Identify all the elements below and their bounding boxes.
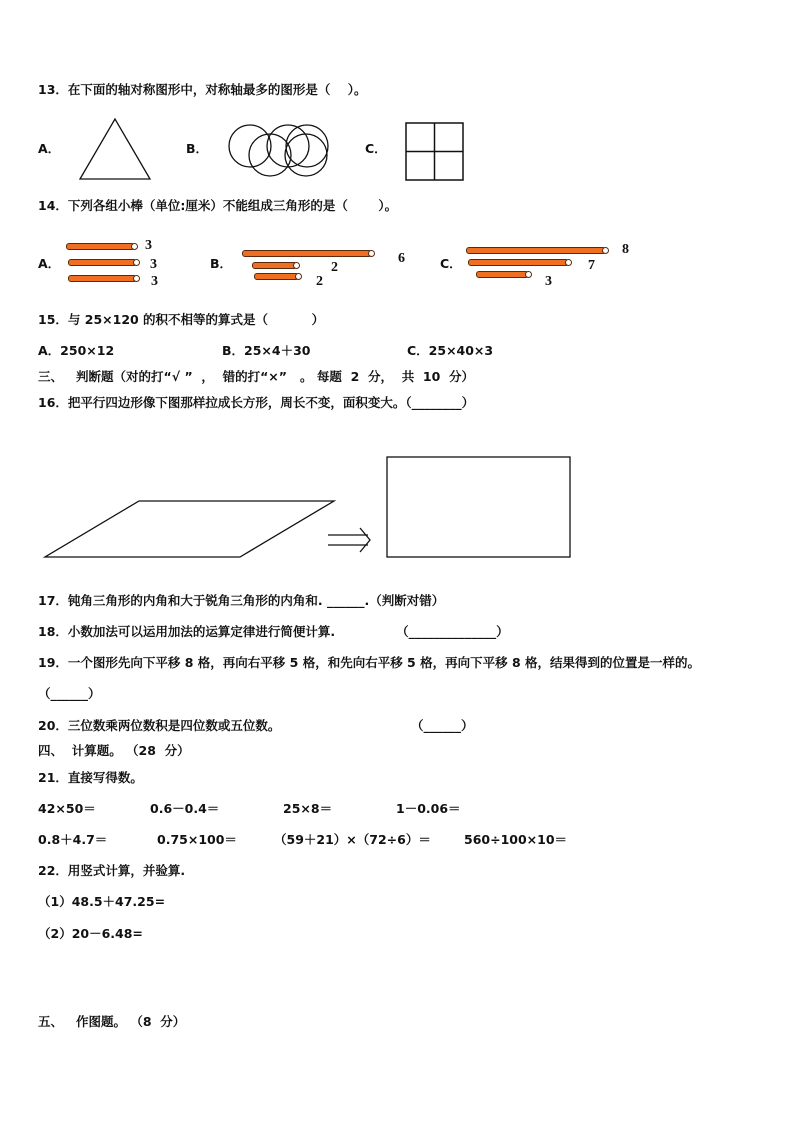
q22-item-2: （2）20－6.48= — [38, 926, 143, 941]
q22-item-1: （1）48.5＋47.25= — [38, 894, 166, 909]
stick-c2 — [468, 259, 569, 266]
stick-c1 — [466, 247, 606, 254]
q14-question: 14．下列各组小棒（单位:厘米）不能组成三角形的是（ ）。 — [38, 198, 398, 213]
q19-question: 19．一个图形先向下平移 8 格，再向右平移 5 格，和先向右平移 5 格，再向下平移 8 格，结果得到的位置是一样的。 — [38, 655, 701, 670]
q14-option-b: B． — [210, 256, 233, 271]
q13-option-b: B． — [186, 141, 209, 156]
stick-c2-length: 7 — [588, 258, 595, 273]
stick-a2-length: 3 — [150, 257, 157, 272]
q15-question: 15．与 25×120 的积不相等的算式是（ ） — [38, 312, 325, 327]
q17-question: 17．钝角三角形的内角和大于锐角三角形的内角和. ______.（判断对错） — [38, 593, 445, 608]
calc-item: 0.75×100＝ — [157, 832, 237, 847]
q13-option-a: A． — [38, 141, 61, 156]
stick-a3 — [68, 275, 137, 282]
stick-b1-length: 6 — [398, 251, 405, 266]
stick-b3 — [254, 273, 299, 280]
q15-option-b: B．25×4＋30 — [222, 343, 311, 358]
parallelogram-figure — [45, 501, 334, 557]
q21-question: 21．直接写得数。 — [38, 770, 143, 785]
square-grid-figure — [406, 123, 463, 180]
stick-b1 — [242, 250, 372, 257]
stick-b2-length: 2 — [331, 260, 338, 275]
stick-a1-length: 3 — [145, 238, 152, 253]
stick-b2 — [252, 262, 297, 269]
calc-item: 1－0.06＝ — [396, 801, 461, 816]
q20-question: 20．三位数乘两位数积是四位数或五位数。 （______） — [38, 718, 474, 733]
q15-option-c: C．25×40×3 — [407, 343, 494, 358]
q14-option-c: C． — [440, 256, 462, 271]
q13-option-c: C． — [365, 141, 387, 156]
stick-c1-length: 8 — [622, 242, 629, 257]
five-rings-figure — [229, 125, 328, 176]
calc-item: 560÷100×10＝ — [464, 832, 568, 847]
stick-a2 — [68, 259, 137, 266]
section-5-heading: 五、 作图题。 （8 分） — [38, 1014, 186, 1029]
rectangle-figure — [387, 457, 570, 557]
stick-c3-length: 3 — [545, 274, 552, 289]
stick-c3 — [476, 271, 529, 278]
q16-question: 16．把平行四边形像下图那样拉成长方形，周长不变，面积变大。（________） — [38, 395, 475, 410]
q22-question: 22．用竖式计算，并验算. — [38, 863, 186, 878]
section-3-heading: 三、 判断题（对的打“√ ” ， 错的打“×” 。 每题 2 分， 共 10 分） — [38, 369, 475, 384]
stick-b3-length: 2 — [316, 274, 323, 289]
section-4-heading: 四、 计算题。 （28 分） — [38, 743, 190, 758]
calc-item: 25×8＝ — [283, 801, 333, 816]
equilateral-triangle-figure — [80, 119, 150, 179]
calc-item: （59＋21）×（72÷6）＝ — [274, 832, 431, 847]
q14-option-a: A． — [38, 256, 61, 271]
q13-question: 13．在下面的轴对称图形中，对称轴最多的图形是（ ）。 — [38, 82, 367, 97]
stick-a3-length: 3 — [151, 274, 158, 289]
arrow-right-icon — [328, 528, 370, 552]
calc-item: 0.8＋4.7＝ — [38, 832, 108, 847]
calc-item: 42×50＝ — [38, 801, 96, 816]
q18-question: 18．小数加法可以运用加法的运算定律进行简便计算. （______________） — [38, 624, 509, 639]
stick-a1 — [66, 243, 135, 250]
q19-answer-blank[interactable]: （______） — [38, 686, 101, 701]
q15-option-a: A．250×12 — [38, 343, 115, 358]
calc-item: 0.6－0.4＝ — [150, 801, 220, 816]
